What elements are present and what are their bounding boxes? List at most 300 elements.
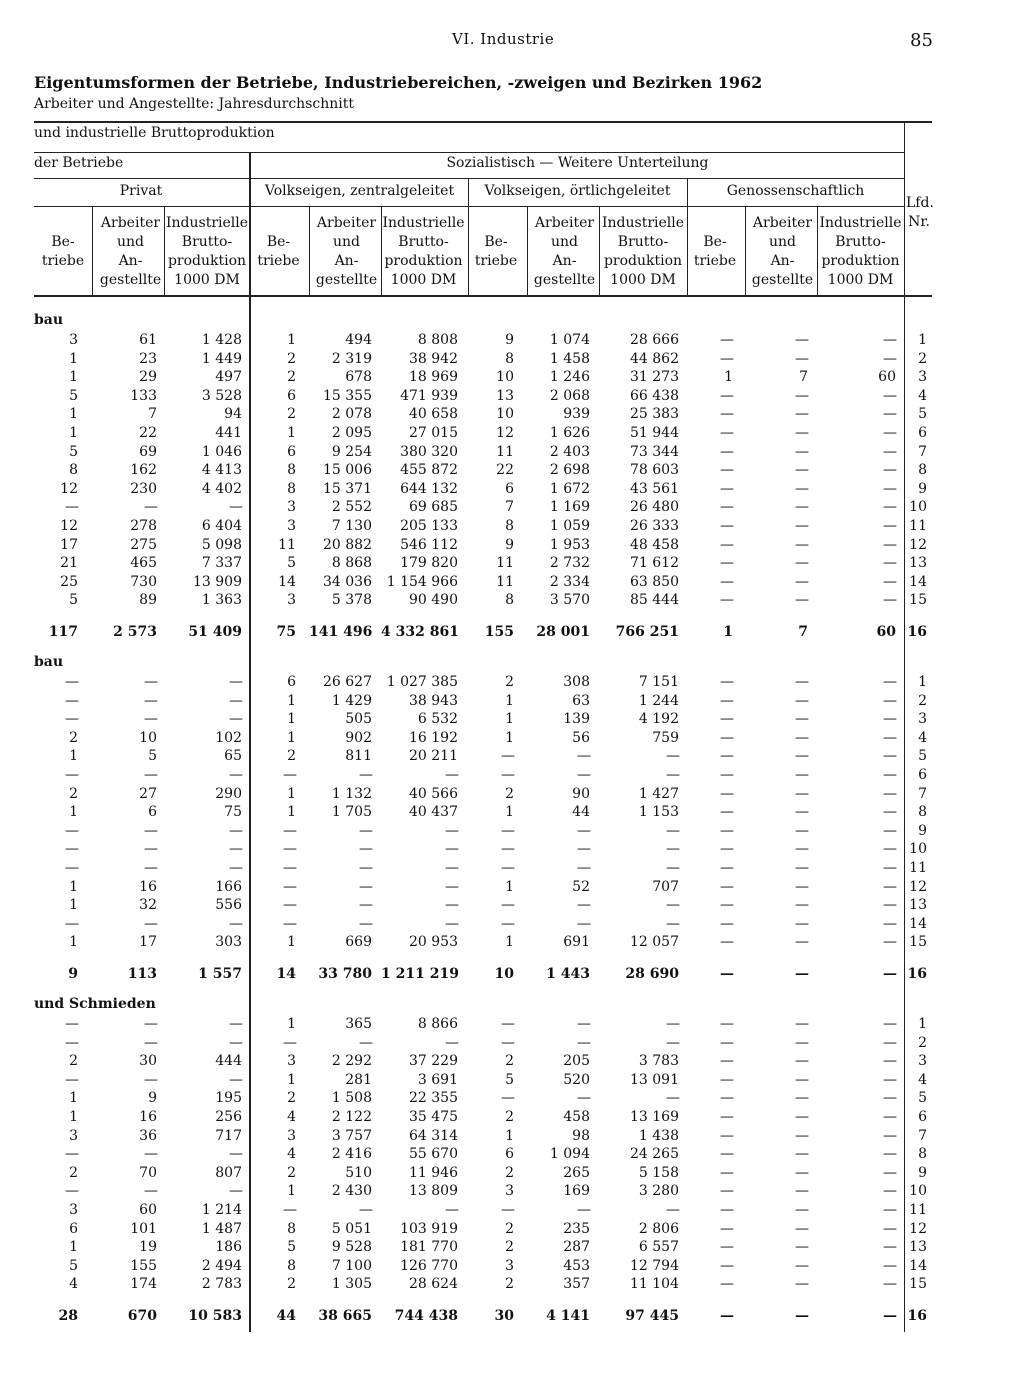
table-cell: — bbox=[795, 332, 809, 348]
table-cell: — bbox=[359, 860, 373, 876]
table-cell: — bbox=[795, 351, 809, 367]
table-cell: 807 bbox=[215, 1165, 242, 1181]
table-cell: 117 bbox=[48, 624, 78, 640]
table-cell: 23 bbox=[139, 351, 157, 367]
table-cell: — bbox=[577, 860, 591, 876]
table-cell: — bbox=[577, 916, 591, 932]
table-cell: 10 bbox=[496, 369, 514, 385]
rule-top bbox=[34, 121, 932, 123]
header-genossenschaftlich: Genossenschaftlich bbox=[726, 183, 865, 199]
table-cell: 9 bbox=[505, 332, 514, 348]
table-cell: — bbox=[795, 897, 809, 913]
table-cell: 2 732 bbox=[549, 555, 590, 571]
table-cell: — bbox=[666, 1016, 680, 1032]
table-cell: 2 bbox=[505, 1053, 514, 1069]
header-betriebe-label: der Betriebe bbox=[34, 155, 124, 171]
table-cell: 1 027 385 bbox=[386, 674, 458, 690]
table-cell: — bbox=[65, 1146, 79, 1162]
table-row bbox=[0, 1109, 1024, 1127]
table-cell: 38 942 bbox=[409, 351, 458, 367]
table-cell: 3 783 bbox=[638, 1053, 679, 1069]
table-cell: — bbox=[795, 444, 809, 460]
subheader-line: Arbeiter bbox=[534, 215, 595, 231]
table-cell: 7 100 bbox=[331, 1258, 372, 1274]
rule-h1 bbox=[34, 152, 904, 153]
table-cell: — bbox=[883, 425, 897, 441]
rule-h2 bbox=[34, 178, 904, 179]
table-cell: — bbox=[720, 730, 734, 746]
lfd-nr-cell: 3 bbox=[918, 369, 927, 385]
table-cell: 1 bbox=[69, 1239, 78, 1255]
subheader-line: 1000 DM bbox=[827, 272, 894, 288]
table-cell: 1 bbox=[69, 425, 78, 441]
subheader-line: Industrielle bbox=[165, 215, 249, 231]
lfd-nr-cell: 12 bbox=[909, 537, 927, 553]
lfd-nr-cell: 16 bbox=[907, 1308, 927, 1324]
lfd-nr-cell: 5 bbox=[918, 748, 927, 764]
table-cell: 2 bbox=[69, 1165, 78, 1181]
table-cell: 2 122 bbox=[331, 1109, 372, 1125]
lfd-nr-cell: 13 bbox=[909, 897, 927, 913]
table-cell: 455 872 bbox=[400, 462, 458, 478]
table-cell: — bbox=[720, 786, 734, 802]
table-cell: — bbox=[283, 879, 297, 895]
table-row bbox=[0, 406, 1024, 424]
table-cell: — bbox=[65, 1035, 79, 1051]
table-cell: 52 bbox=[572, 879, 590, 895]
table-cell: 1 244 bbox=[638, 693, 679, 709]
table-cell: 48 458 bbox=[630, 537, 679, 553]
table-cell: 1 305 bbox=[331, 1276, 372, 1292]
table-cell: 8 bbox=[505, 351, 514, 367]
table-cell: 11 104 bbox=[630, 1276, 679, 1292]
table-cell: — bbox=[795, 1128, 809, 1144]
table-cell: 40 437 bbox=[409, 804, 458, 820]
table-row bbox=[0, 537, 1024, 555]
table-cell: 256 bbox=[215, 1109, 242, 1125]
table-cell: — bbox=[65, 674, 79, 690]
table-cell: — bbox=[883, 332, 897, 348]
table-cell: — bbox=[720, 1308, 734, 1324]
subheader-line: und bbox=[117, 234, 144, 250]
table-cell: 85 444 bbox=[630, 592, 679, 608]
table-cell: 51 409 bbox=[188, 624, 242, 640]
table-cell: — bbox=[144, 711, 158, 727]
table-cell: — bbox=[144, 1183, 158, 1199]
header-nr: Nr. bbox=[908, 214, 930, 230]
table-cell: — bbox=[883, 1090, 897, 1106]
table-cell: — bbox=[577, 1016, 591, 1032]
table-cell: 6 bbox=[505, 1146, 514, 1162]
table-cell: 32 bbox=[139, 897, 157, 913]
table-cell: 441 bbox=[215, 425, 242, 441]
table-cell: — bbox=[883, 388, 897, 404]
table-cell: — bbox=[883, 767, 897, 783]
table-cell: — bbox=[883, 481, 897, 497]
table-cell: 11 bbox=[496, 555, 514, 571]
lfd-nr-cell: 5 bbox=[918, 406, 927, 422]
table-cell: 2 095 bbox=[331, 425, 372, 441]
lfd-nr-cell: 3 bbox=[918, 711, 927, 727]
subheader-line: An- bbox=[770, 253, 795, 269]
table-cell: 1 bbox=[287, 693, 296, 709]
table-cell: 37 229 bbox=[409, 1053, 458, 1069]
table-cell: — bbox=[283, 916, 297, 932]
table-cell: 3 bbox=[69, 332, 78, 348]
table-cell: — bbox=[720, 1165, 734, 1181]
table-cell: 1 438 bbox=[638, 1128, 679, 1144]
header-lfd: Lfd. bbox=[906, 195, 934, 211]
table-cell: 8 bbox=[505, 592, 514, 608]
table-cell: 2 bbox=[287, 351, 296, 367]
table-cell: 1 153 bbox=[638, 804, 679, 820]
table-row bbox=[0, 1146, 1024, 1164]
table-cell: — bbox=[795, 1258, 809, 1274]
table-cell: 3 570 bbox=[549, 592, 590, 608]
table-cell: — bbox=[445, 1202, 459, 1218]
table-cell: 51 944 bbox=[630, 425, 679, 441]
table-row bbox=[0, 1035, 1024, 1053]
table-cell: 691 bbox=[563, 934, 590, 950]
subheader-arb-1 bbox=[91, 214, 170, 290]
table-cell: — bbox=[720, 351, 734, 367]
table-cell: — bbox=[666, 897, 680, 913]
table-cell: 186 bbox=[215, 1239, 242, 1255]
table-cell: 44 862 bbox=[630, 351, 679, 367]
table-cell: 2 319 bbox=[331, 351, 372, 367]
table-row bbox=[0, 860, 1024, 878]
table-cell: — bbox=[795, 499, 809, 515]
lfd-nr-cell: 6 bbox=[918, 767, 927, 783]
lfd-nr-cell: 12 bbox=[909, 1221, 927, 1237]
table-cell: 1 bbox=[505, 879, 514, 895]
table-cell: 6 404 bbox=[201, 518, 242, 534]
lfd-nr-cell: 13 bbox=[909, 1239, 927, 1255]
table-cell: — bbox=[720, 462, 734, 478]
table-row bbox=[0, 388, 1024, 406]
table-cell: 2 078 bbox=[331, 406, 372, 422]
section-label: bau bbox=[34, 312, 64, 328]
header-volkseigen-zentral: Volkseigen, zentralgeleitet bbox=[264, 183, 455, 199]
table-cell: — bbox=[720, 879, 734, 895]
table-cell: — bbox=[720, 674, 734, 690]
table-cell: — bbox=[883, 1239, 897, 1255]
table-cell: — bbox=[883, 1146, 897, 1162]
subheader-line: 1000 DM bbox=[174, 272, 240, 288]
subheader-line: Be- bbox=[266, 234, 291, 250]
lfd-nr-cell: 8 bbox=[918, 804, 927, 820]
table-cell: 2 068 bbox=[549, 388, 590, 404]
table-cell: — bbox=[720, 693, 734, 709]
table-cell: 2 552 bbox=[331, 499, 372, 515]
table-cell: 505 bbox=[345, 711, 372, 727]
lfd-nr-cell: 15 bbox=[909, 1276, 927, 1292]
subheader-line: gestellte bbox=[533, 272, 596, 288]
table-cell: 12 794 bbox=[630, 1258, 679, 1274]
table-cell: 2 292 bbox=[331, 1053, 372, 1069]
subheader-line: Be- bbox=[484, 234, 508, 250]
table-cell: 6 bbox=[287, 674, 296, 690]
table-cell: — bbox=[144, 674, 158, 690]
table-cell: 44 bbox=[572, 804, 590, 820]
table-row bbox=[0, 555, 1024, 573]
table-cell: 1 bbox=[69, 804, 78, 820]
table-cell: 2 334 bbox=[549, 574, 590, 590]
table-cell: 15 355 bbox=[323, 388, 372, 404]
table-cell: 30 bbox=[139, 1053, 157, 1069]
lfd-nr-cell: 8 bbox=[918, 1146, 927, 1162]
table-cell: 60 bbox=[878, 369, 896, 385]
table-cell: — bbox=[666, 1202, 680, 1218]
table-cell: 3 bbox=[505, 1258, 514, 1274]
table-cell: 1 458 bbox=[549, 351, 590, 367]
table-cell: 3 691 bbox=[417, 1072, 458, 1088]
table-cell: 7 337 bbox=[201, 555, 242, 571]
table-cell: 5 bbox=[69, 1258, 78, 1274]
table-cell: — bbox=[795, 693, 809, 709]
table-cell: — bbox=[229, 1072, 243, 1088]
table-cell: 43 561 bbox=[630, 481, 679, 497]
table-cell: — bbox=[65, 1016, 79, 1032]
table-row bbox=[0, 351, 1024, 369]
table-cell: 11 946 bbox=[409, 1165, 458, 1181]
table-cell: 101 bbox=[130, 1221, 157, 1237]
subheader-arb-4 bbox=[744, 214, 821, 290]
table-cell: 16 bbox=[139, 1109, 157, 1125]
table-cell: — bbox=[883, 730, 897, 746]
table-cell: 10 bbox=[496, 406, 514, 422]
table-cell: 4 bbox=[287, 1109, 296, 1125]
table-cell: 15 371 bbox=[323, 481, 372, 497]
table-cell: — bbox=[720, 406, 734, 422]
table-cell: — bbox=[883, 786, 897, 802]
table-cell: — bbox=[229, 767, 243, 783]
table-cell: 3 bbox=[287, 518, 296, 534]
subheader-ind-4 bbox=[816, 214, 905, 290]
table-cell: — bbox=[795, 916, 809, 932]
table-cell: — bbox=[883, 711, 897, 727]
table-cell: — bbox=[359, 1035, 373, 1051]
table-cell: 1 132 bbox=[331, 786, 372, 802]
table-cell: — bbox=[795, 823, 809, 839]
table-cell: — bbox=[883, 841, 897, 857]
table-cell: 12 bbox=[60, 481, 78, 497]
table-cell: — bbox=[720, 518, 734, 534]
subheader-line: Arbeiter bbox=[100, 215, 161, 231]
table-cell: — bbox=[883, 462, 897, 478]
table-cell: 1 626 bbox=[549, 425, 590, 441]
table-cell: 717 bbox=[215, 1128, 242, 1144]
table-cell: — bbox=[359, 897, 373, 913]
total-row bbox=[0, 624, 1024, 642]
table-cell: 8 bbox=[505, 518, 514, 534]
table-cell: 179 820 bbox=[400, 555, 458, 571]
table-cell: 2 bbox=[287, 1165, 296, 1181]
table-cell: 669 bbox=[345, 934, 372, 950]
subheader-line: Brutto- bbox=[617, 234, 669, 250]
table-cell: 1 bbox=[69, 748, 78, 764]
table-cell: 28 624 bbox=[409, 1276, 458, 1292]
table-cell: — bbox=[720, 711, 734, 727]
table-row bbox=[0, 1016, 1024, 1034]
table-cell: — bbox=[65, 1183, 79, 1199]
table-cell: 38 665 bbox=[318, 1308, 372, 1324]
table-cell: 1 bbox=[69, 369, 78, 385]
lfd-nr-cell: 9 bbox=[918, 823, 927, 839]
table-cell: 75 bbox=[224, 804, 242, 820]
table-row bbox=[0, 823, 1024, 841]
table-cell: 308 bbox=[563, 674, 590, 690]
table-cell: 90 bbox=[572, 786, 590, 802]
table-cell: 1 bbox=[723, 624, 733, 640]
table-cell: — bbox=[795, 1072, 809, 1088]
table-cell: 1 154 966 bbox=[386, 574, 458, 590]
table-cell: 19 bbox=[139, 1239, 157, 1255]
table-cell: 1 214 bbox=[201, 1202, 242, 1218]
lfd-nr-cell: 9 bbox=[918, 1165, 927, 1181]
table-cell: 1 246 bbox=[549, 369, 590, 385]
table-cell: — bbox=[883, 1183, 897, 1199]
table-cell: 38 943 bbox=[409, 693, 458, 709]
header-lfd-nr bbox=[906, 194, 932, 232]
table-cell: — bbox=[501, 841, 515, 857]
table-cell: — bbox=[795, 1053, 809, 1069]
table-cell: 7 bbox=[505, 499, 514, 515]
subheader-line: und bbox=[333, 234, 360, 250]
table-cell: 7 bbox=[798, 624, 808, 640]
table-cell: 1 bbox=[69, 406, 78, 422]
table-cell: — bbox=[229, 823, 243, 839]
table-cell: — bbox=[65, 823, 79, 839]
table-cell: — bbox=[795, 860, 809, 876]
table-cell: 12 bbox=[60, 518, 78, 534]
subheader-line: gestellte bbox=[99, 272, 162, 288]
table-cell: — bbox=[501, 1202, 515, 1218]
table-cell: 1 bbox=[505, 804, 514, 820]
table-cell: 17 bbox=[139, 934, 157, 950]
table-cell: — bbox=[720, 1146, 734, 1162]
table-cell: 2 bbox=[505, 674, 514, 690]
table-cell: — bbox=[359, 823, 373, 839]
subheader-betriebe-1 bbox=[34, 214, 92, 290]
table-cell: — bbox=[283, 897, 297, 913]
table-cell: 27 bbox=[139, 786, 157, 802]
table-row bbox=[0, 897, 1024, 915]
subheader-line: produktion bbox=[384, 253, 463, 269]
table-cell: — bbox=[720, 1221, 734, 1237]
table-cell: 3 757 bbox=[331, 1128, 372, 1144]
table-cell: — bbox=[883, 693, 897, 709]
table-cell: — bbox=[666, 841, 680, 857]
table-cell: 3 bbox=[505, 1183, 514, 1199]
table-cell: — bbox=[229, 860, 243, 876]
table-cell: 18 969 bbox=[409, 369, 458, 385]
lfd-nr-cell: 10 bbox=[909, 841, 927, 857]
table-cell: 5 bbox=[287, 555, 296, 571]
table-cell: 11 bbox=[496, 574, 514, 590]
table-cell: 6 557 bbox=[638, 1239, 679, 1255]
table-cell: 60 bbox=[876, 624, 896, 640]
table-cell: 759 bbox=[652, 730, 679, 746]
table-row bbox=[0, 1202, 1024, 1220]
table-cell: 155 bbox=[130, 1258, 157, 1274]
table-row bbox=[0, 425, 1024, 443]
table-cell: 25 383 bbox=[630, 406, 679, 422]
table-cell: — bbox=[144, 1016, 158, 1032]
table-cell: — bbox=[229, 1016, 243, 1032]
table-cell: — bbox=[883, 574, 897, 590]
table-cell: 520 bbox=[563, 1072, 590, 1088]
table-cell: 2 bbox=[69, 786, 78, 802]
table-cell: — bbox=[666, 916, 680, 932]
table-cell: 6 bbox=[505, 481, 514, 497]
table-cell: — bbox=[577, 1202, 591, 1218]
table-cell: 1 953 bbox=[549, 537, 590, 553]
table-cell: 2 698 bbox=[549, 462, 590, 478]
table-row bbox=[0, 934, 1024, 952]
table-cell: 1 508 bbox=[331, 1090, 372, 1106]
table-row bbox=[0, 1128, 1024, 1146]
table-cell: — bbox=[144, 767, 158, 783]
table-cell: 1 bbox=[505, 711, 514, 727]
lfd-nr-cell: 10 bbox=[909, 499, 927, 515]
table-cell: 1 bbox=[724, 369, 733, 385]
subheader-arb-2 bbox=[308, 214, 385, 290]
subheader-line: produktion bbox=[603, 253, 683, 269]
header-volkseigen-oertlich: Volkseigen, örtlichgeleitet bbox=[484, 183, 671, 199]
table-cell: 4 413 bbox=[201, 462, 242, 478]
table-cell: — bbox=[65, 860, 79, 876]
table-cell: — bbox=[795, 425, 809, 441]
table-cell: 27 015 bbox=[409, 425, 458, 441]
subheader-line: Arbeiter bbox=[316, 215, 377, 231]
table-cell: 1 557 bbox=[198, 966, 242, 982]
table-cell: — bbox=[144, 916, 158, 932]
subheader-line: triebe bbox=[257, 253, 300, 269]
table-row bbox=[0, 804, 1024, 822]
lfd-nr-cell: 13 bbox=[909, 555, 927, 571]
table-cell: 5 bbox=[69, 388, 78, 404]
table-cell: — bbox=[720, 1239, 734, 1255]
table-cell: 1 bbox=[69, 1090, 78, 1106]
table-cell: — bbox=[501, 916, 515, 932]
subheader-betriebe-2 bbox=[249, 214, 308, 290]
lfd-nr-cell: 11 bbox=[909, 860, 927, 876]
table-cell: — bbox=[720, 388, 734, 404]
table-cell: — bbox=[501, 748, 515, 764]
table-cell: 3 280 bbox=[638, 1183, 679, 1199]
header-sozialistisch: Sozialistisch — Weitere Unterteilung bbox=[446, 155, 709, 171]
table-cell: 1 074 bbox=[549, 332, 590, 348]
table-cell: — bbox=[501, 1035, 515, 1051]
subheader-line: triebe bbox=[474, 253, 518, 269]
table-row bbox=[0, 1183, 1024, 1201]
section-label: bau bbox=[34, 654, 64, 670]
table-cell: 2 bbox=[505, 1239, 514, 1255]
table-cell: 35 475 bbox=[409, 1109, 458, 1125]
table-row bbox=[0, 1053, 1024, 1071]
table-cell: — bbox=[359, 879, 373, 895]
table-cell: — bbox=[720, 592, 734, 608]
table-cell: 2 430 bbox=[331, 1183, 372, 1199]
table-cell: — bbox=[65, 1072, 79, 1088]
table-cell: 6 bbox=[69, 1221, 78, 1237]
table-cell: — bbox=[65, 841, 79, 857]
table-cell: 26 627 bbox=[323, 674, 372, 690]
table-cell: 1 bbox=[505, 934, 514, 950]
table-row bbox=[0, 1090, 1024, 1108]
table-cell: 1 bbox=[287, 804, 296, 820]
